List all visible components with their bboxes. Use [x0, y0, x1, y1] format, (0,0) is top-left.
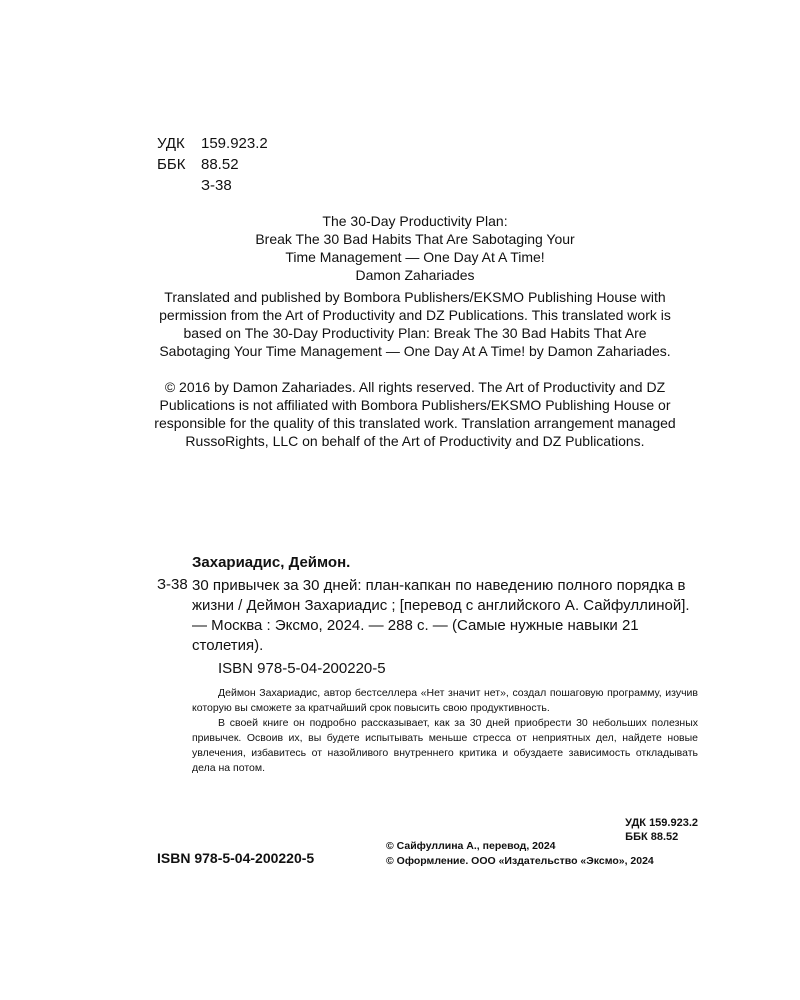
- footer-copyright-translation: © Сайфуллина А., перевод, 2024: [386, 840, 556, 852]
- translation-notice: Translated and published by Bombora Publishers/EKSMO Publishing House with permission from the Art of Productivity and DZ Publications. This translated work is based on The 30-Day Productivity Plan: Break The 30 Bad Habits That Are Sabotaging Your Time Management — One Day At A Time! by Damon Zahariades.: [159, 289, 671, 359]
- catalog-isbn: ISBN 978-5-04-200220-5: [218, 660, 386, 677]
- classification-codes: [157, 133, 268, 196]
- bbk-row: [157, 154, 268, 175]
- copyright-notice: © 2016 by Damon Zahariades. All rights reserved. The Art of Productivity and DZ Publications is not affiliated with Bombora Publishers/EKSMO Publishing House or responsible for the quality of this translated work. Translation arrangement managed RussoRights, LLC on behalf of the Art of Productivity and DZ Publications.: [154, 379, 676, 449]
- original-title-line-1: The 30-Day Productivity Plan:: [322, 213, 508, 229]
- udk-value: 159.923.2: [201, 135, 268, 152]
- footer-copyright-design: © Оформление. ООО «Издательство «Эксмо», 2024: [386, 855, 654, 867]
- annotation-paragraph-2: В своей книге он подробно рассказывает, как за 30 дней приобрести 30 небольших полезных привычек. Освоив их, вы будете испытывать меньше стресса от неприятных дел, найдете новые увлечения, избавитесь от назойливого внутреннего критика и обуздаете зависимость откладывать дела на потом.: [192, 717, 698, 774]
- original-title-line-2: Break The 30 Bad Habits That Are Sabotaging Your: [255, 231, 575, 247]
- catalog-code: З-38: [157, 576, 188, 593]
- udk-row: [157, 133, 268, 154]
- original-title-block: [150, 212, 680, 284]
- author-mark: З-38: [201, 177, 232, 194]
- footer-bbk: ББК 88.52: [625, 831, 679, 843]
- catalog-description: 30 привычек за 30 дней: план-капкан по наведению полного порядка в жизни / Деймон Захариадис ; [перевод с английского А. Сайфуллиной]. — Москва : Эксмо, 2024. — 288 с. — (Самые нужные навыки 21 столетия).: [192, 577, 690, 654]
- translation-notice-block: [150, 288, 680, 360]
- footer-udk: УДК 159.923.2: [625, 817, 698, 829]
- annotation-paragraph-1: Деймон Захариадис, автор бестселлера «Нет значит нет», создал пошаговую программу, изучив которую вы сможете за кратчайший срок повысить свою продуктивность.: [192, 687, 698, 714]
- original-author: Damon Zahariades: [355, 267, 475, 283]
- catalog-author-heading: Захариадис, Деймон.: [192, 554, 351, 571]
- copyright-notice-block: [150, 378, 680, 450]
- annotation: [192, 686, 698, 776]
- bbk-value: 88.52: [201, 156, 239, 173]
- footer-copyrights: [386, 839, 654, 869]
- udk-label: УДК: [157, 135, 185, 152]
- bbk-label: ББК: [157, 156, 186, 173]
- footer-isbn: ISBN 978-5-04-200220-5: [157, 850, 315, 866]
- original-title-line-3: Time Management — One Day At A Time!: [285, 249, 545, 265]
